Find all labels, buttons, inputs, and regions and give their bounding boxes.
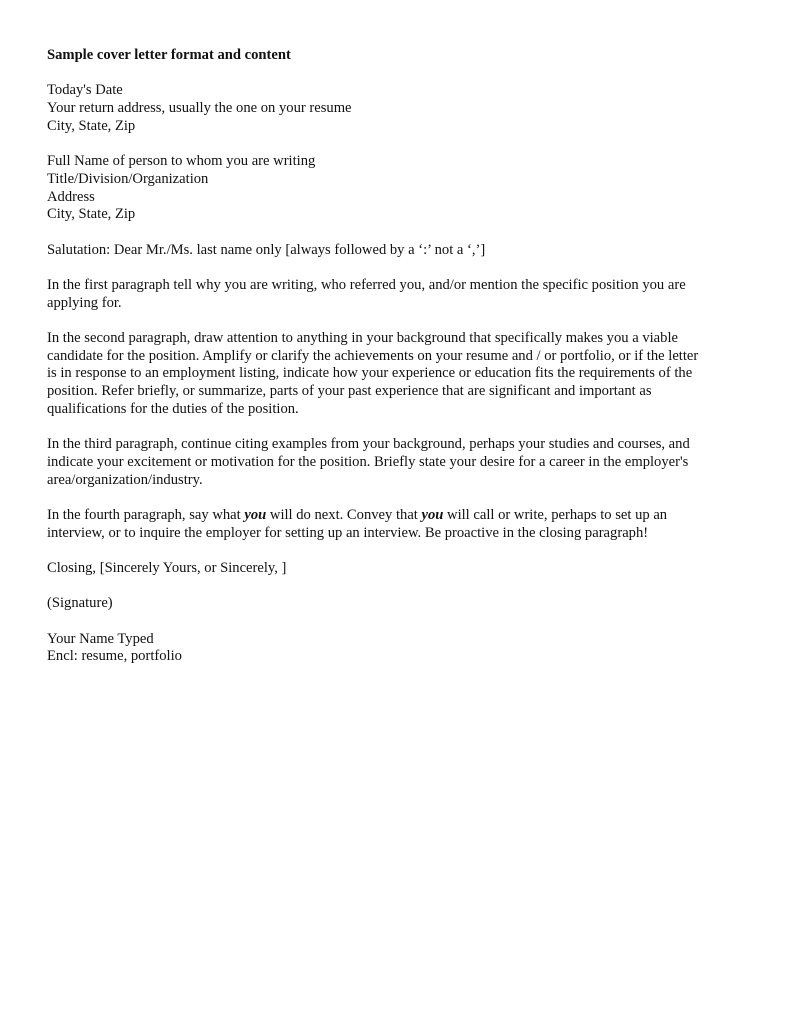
paragraph-line: indicate your excitement or motivation for the position. Briefly state your desire for a career in the employer's bbox=[47, 453, 689, 470]
recipient-block bbox=[47, 153, 747, 224]
paragraph-line: In the second paragraph, draw attention to anything in your background that specifically makes you a viable bbox=[47, 330, 678, 346]
cover-letter-page bbox=[47, 47, 747, 666]
recipient-name-line: Full Name of person to whom you are writing bbox=[47, 153, 316, 170]
paragraph-line: applying for. bbox=[47, 294, 122, 311]
recipient-address-line: Address bbox=[47, 188, 95, 205]
paragraph-4 bbox=[47, 507, 747, 542]
recipient-title-line: Title/Division/Organization bbox=[47, 170, 209, 187]
sender-block bbox=[47, 82, 747, 135]
salutation-line: Salutation: Dear Mr./Ms. last name only [always followed by a ‘:’ not a ‘,’] bbox=[47, 241, 486, 258]
document-title: Sample cover letter format and content bbox=[47, 47, 291, 63]
closing-line: Closing, [Sincerely Yours, or Sincerely, ] bbox=[47, 559, 287, 576]
paragraph-line: In the first paragraph tell why you are writing, who referred you, and/or mention the specific position you are bbox=[47, 276, 686, 293]
paragraph-1 bbox=[47, 277, 747, 312]
enclosure-line: Encl: resume, portfolio bbox=[47, 648, 182, 665]
recipient-city-line: City, State, Zip bbox=[47, 206, 136, 223]
paragraph-line: is in response to an employment listing, indicate how your experience or education fits the requirements of the bbox=[47, 365, 693, 382]
name-typed-line: Your Name Typed bbox=[47, 630, 154, 647]
paragraph-line bbox=[47, 507, 747, 525]
paragraph-line: qualifications for the duties of the position. bbox=[47, 400, 299, 417]
emphasis-you: you bbox=[244, 506, 267, 523]
paragraph-line: interview, or to inquire the employer for setting up an interview. Be proactive in the closing paragraph! bbox=[47, 524, 649, 541]
text-segment: will do next. Convey that bbox=[266, 506, 422, 523]
paragraph-line: candidate for the position. Amplify or clarify the achievements on your resume and / or portfolio, or if the letter bbox=[47, 347, 699, 364]
paragraph-line: position. Refer briefly, or summarize, parts of your past experience that are significant and important as bbox=[47, 383, 652, 400]
text-segment: will call or write, perhaps to set up an bbox=[443, 506, 668, 523]
return-address-line: Your return address, usually the one on your resume bbox=[47, 100, 352, 117]
paragraph-2 bbox=[47, 330, 747, 418]
paragraph-3 bbox=[47, 436, 747, 489]
paragraph-line: In the third paragraph, continue citing examples from your background, perhaps your studies and courses, and bbox=[47, 436, 690, 453]
paragraph-line: area/organization/industry. bbox=[47, 471, 203, 488]
signature-line: (Signature) bbox=[47, 595, 113, 612]
text-segment: In the fourth paragraph, say what bbox=[47, 506, 245, 523]
date-line: Today's Date bbox=[47, 82, 123, 99]
sender-city-line: City, State, Zip bbox=[47, 117, 136, 134]
emphasis-you: you bbox=[421, 506, 444, 523]
